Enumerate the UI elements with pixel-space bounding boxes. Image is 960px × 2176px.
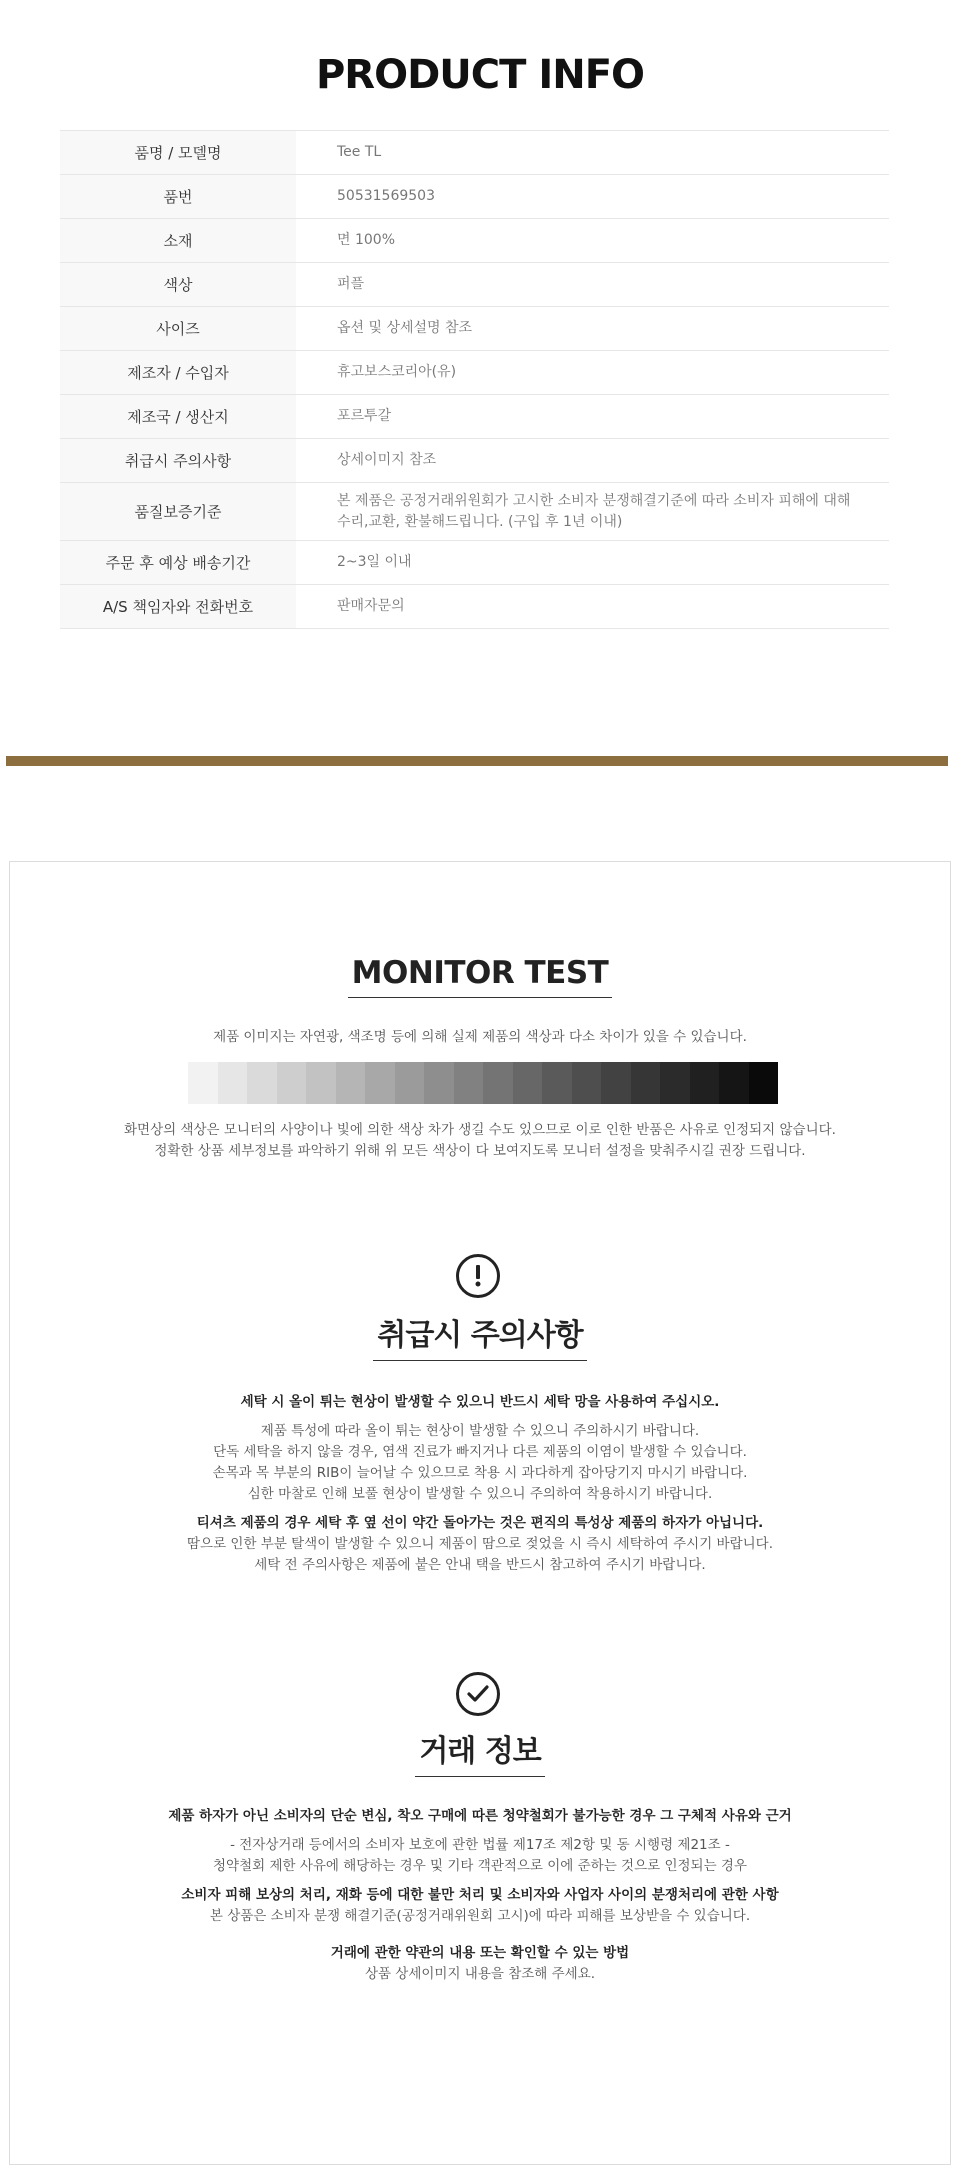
product-info-title: PRODUCT INFO [315, 52, 645, 98]
care-heading-wrap [10, 1310, 950, 1361]
monitor-test-notes [10, 1120, 950, 1162]
care-bold-line: 티셔츠 제품의 경우 세탁 후 옆 선이 약간 돌아가는 것은 편직의 특성상 제품의 하자가 아닙니다. [196, 1515, 764, 1531]
trade-title: 거래 정보 [415, 1726, 544, 1777]
monitor-test-title: MONITOR TEST [348, 955, 613, 998]
trade-line: - 전자상거래 등에서의 소비자 보호에 관한 법률 제17조 제2항 및 동 시행령 제21조 - [230, 1837, 730, 1853]
gray-swatch [306, 1062, 336, 1104]
trade-heading-wrap [10, 1726, 950, 1777]
row-value: 2~3일 이내 [337, 554, 412, 570]
gray-swatch [483, 1062, 513, 1104]
care-text-block [10, 1392, 950, 1576]
trade-bold-line: 거래에 관한 약관의 내용 또는 확인할 수 있는 방법 [330, 1945, 630, 1961]
table-row [60, 131, 889, 175]
row-value: 휴고보스코리아(유) [337, 364, 457, 380]
check-circle-icon [456, 1672, 500, 1716]
gray-swatch [749, 1062, 779, 1104]
row-label: A/S 책임자와 전화번호 [60, 585, 296, 629]
monitor-note-line: 정확한 상품 세부정보를 파악하기 위해 위 모든 색상이 다 보여지도록 모니터 설정을 맞춰주시길 권장 드립니다. [154, 1143, 806, 1159]
row-label: 품번 [60, 175, 296, 219]
care-line: 손목과 목 부분의 RIB이 늘어날 수 있으므로 착용 시 과다하게 잡아당기지 마시기 바랍니다. [212, 1465, 748, 1481]
gray-swatch [277, 1062, 307, 1104]
row-value: 옵션 및 상세설명 참조 [337, 320, 473, 336]
trade-bold-line: 제품 하자가 아닌 소비자의 단순 변심, 착오 구매에 따른 청약철회가 불가능한 경우 그 구체적 사유와 근거 [168, 1808, 792, 1824]
gray-swatch [395, 1062, 425, 1104]
row-label: 사이즈 [60, 307, 296, 351]
table-row [60, 585, 889, 629]
row-label: 소재 [60, 219, 296, 263]
care-line: 단독 세탁을 하지 않을 경우, 염색 진료가 빠지거나 다른 제품의 이염이 발생할 수 있습니다. [213, 1444, 747, 1460]
trade-bold-line: 소비자 피해 보상의 처리, 재화 등에 대한 불만 처리 및 소비자와 사업자 사이의 분쟁처리에 관한 사항 [181, 1887, 779, 1903]
grayscale-strip [188, 1062, 778, 1104]
table-row [60, 351, 889, 395]
table-row [60, 219, 889, 263]
row-value: 상세이미지 참조 [337, 452, 437, 468]
care-title: 취급시 주의사항 [373, 1310, 586, 1361]
monitor-note-line: 화면상의 색상은 모니터의 사양이나 빛에 의한 색상 차가 생길 수도 있으므로 이로 인한 반품은 사유로 인정되지 않습니다. [124, 1122, 836, 1138]
quality-guarantee-text: 본 제품은 공정거래위원회가 고시한 소비자 분쟁해결기준에 따라 소비자 피해에 대해 수리,교환, 환불해드립니다. (구입 후 1년 이내) [337, 492, 851, 530]
table-row [60, 395, 889, 439]
row-label: 취급시 주의사항 [60, 439, 296, 483]
row-value: 판매자문의 [337, 598, 405, 614]
info-panel [9, 861, 951, 2165]
table-row [60, 263, 889, 307]
table-row [60, 541, 889, 585]
row-value: 면 100% [337, 232, 395, 248]
care-line: 세탁 전 주의사항은 제품에 붙은 안내 택을 반드시 참고하여 주시기 바랍니다. [254, 1557, 706, 1573]
row-value: 포르투갈 [337, 408, 392, 424]
gray-swatch [690, 1062, 720, 1104]
monitor-test-intro [10, 1027, 950, 1048]
gray-swatch [247, 1062, 277, 1104]
trade-line: 상품 상세이미지 내용을 참조해 주세요. [364, 1966, 596, 1982]
row-value: 퍼플 [337, 276, 365, 292]
monitor-intro-text: 제품 이미지는 자연광, 색조명 등에 의해 실제 제품의 색상과 다소 차이가 있을 수 있습니다. [213, 1029, 747, 1045]
table-row [60, 175, 889, 219]
row-label: 제조국 / 생산지 [60, 395, 296, 439]
table-row [60, 439, 889, 483]
gray-swatch [572, 1062, 602, 1104]
table-row [60, 307, 889, 351]
gray-swatch [513, 1062, 543, 1104]
gray-swatch [542, 1062, 572, 1104]
row-label: 품명 / 모델명 [60, 131, 296, 175]
product-info-table [60, 130, 889, 629]
row-label: 색상 [60, 263, 296, 307]
gray-swatch [719, 1062, 749, 1104]
care-line: 제품 특성에 따라 올이 튀는 현상이 발생할 수 있으니 주의하시기 바랍니다. [260, 1423, 700, 1439]
trade-line: 본 상품은 소비자 분쟁 해결기준(공정거래위원회 고시)에 따라 피해를 보상받을 수 있습니다. [209, 1908, 751, 1924]
exclamation-circle-icon [456, 1254, 500, 1298]
care-line: 땀으로 인한 부분 탈색이 발생할 수 있으니 제품이 땀으로 젖었을 시 즉시 세탁하여 주시기 바랍니다. [186, 1536, 773, 1552]
gray-swatch [601, 1062, 631, 1104]
care-bold-line: 세탁 시 올이 튀는 현상이 발생할 수 있으니 반드시 세탁 망을 사용하여 주십시오. [240, 1394, 720, 1410]
trade-text-block [10, 1806, 950, 1985]
gray-swatch [218, 1062, 248, 1104]
section-divider [6, 756, 948, 766]
trade-line: 청약철회 제한 사유에 해당하는 경우 및 기타 객관적으로 이에 준하는 것으로 인정되는 경우 [212, 1858, 747, 1874]
gray-swatch [631, 1062, 661, 1104]
care-line: 심한 마찰로 인해 보풀 현상이 발생할 수 있으니 주의하여 착용하시기 바랍니다. [247, 1486, 713, 1502]
monitor-test-heading-wrap [10, 955, 950, 998]
row-value [296, 483, 889, 541]
gray-swatch [454, 1062, 484, 1104]
gray-swatch [424, 1062, 454, 1104]
row-value: 50531569503 [337, 188, 435, 204]
gray-swatch [336, 1062, 366, 1104]
gray-swatch [188, 1062, 218, 1104]
row-value: Tee TL [337, 144, 382, 160]
gray-swatch [660, 1062, 690, 1104]
row-label: 주문 후 예상 배송기간 [60, 541, 296, 585]
row-label: 품질보증기준 [60, 483, 296, 541]
gray-swatch [365, 1062, 395, 1104]
table-row [60, 483, 889, 541]
row-label: 제조자 / 수입자 [60, 351, 296, 395]
